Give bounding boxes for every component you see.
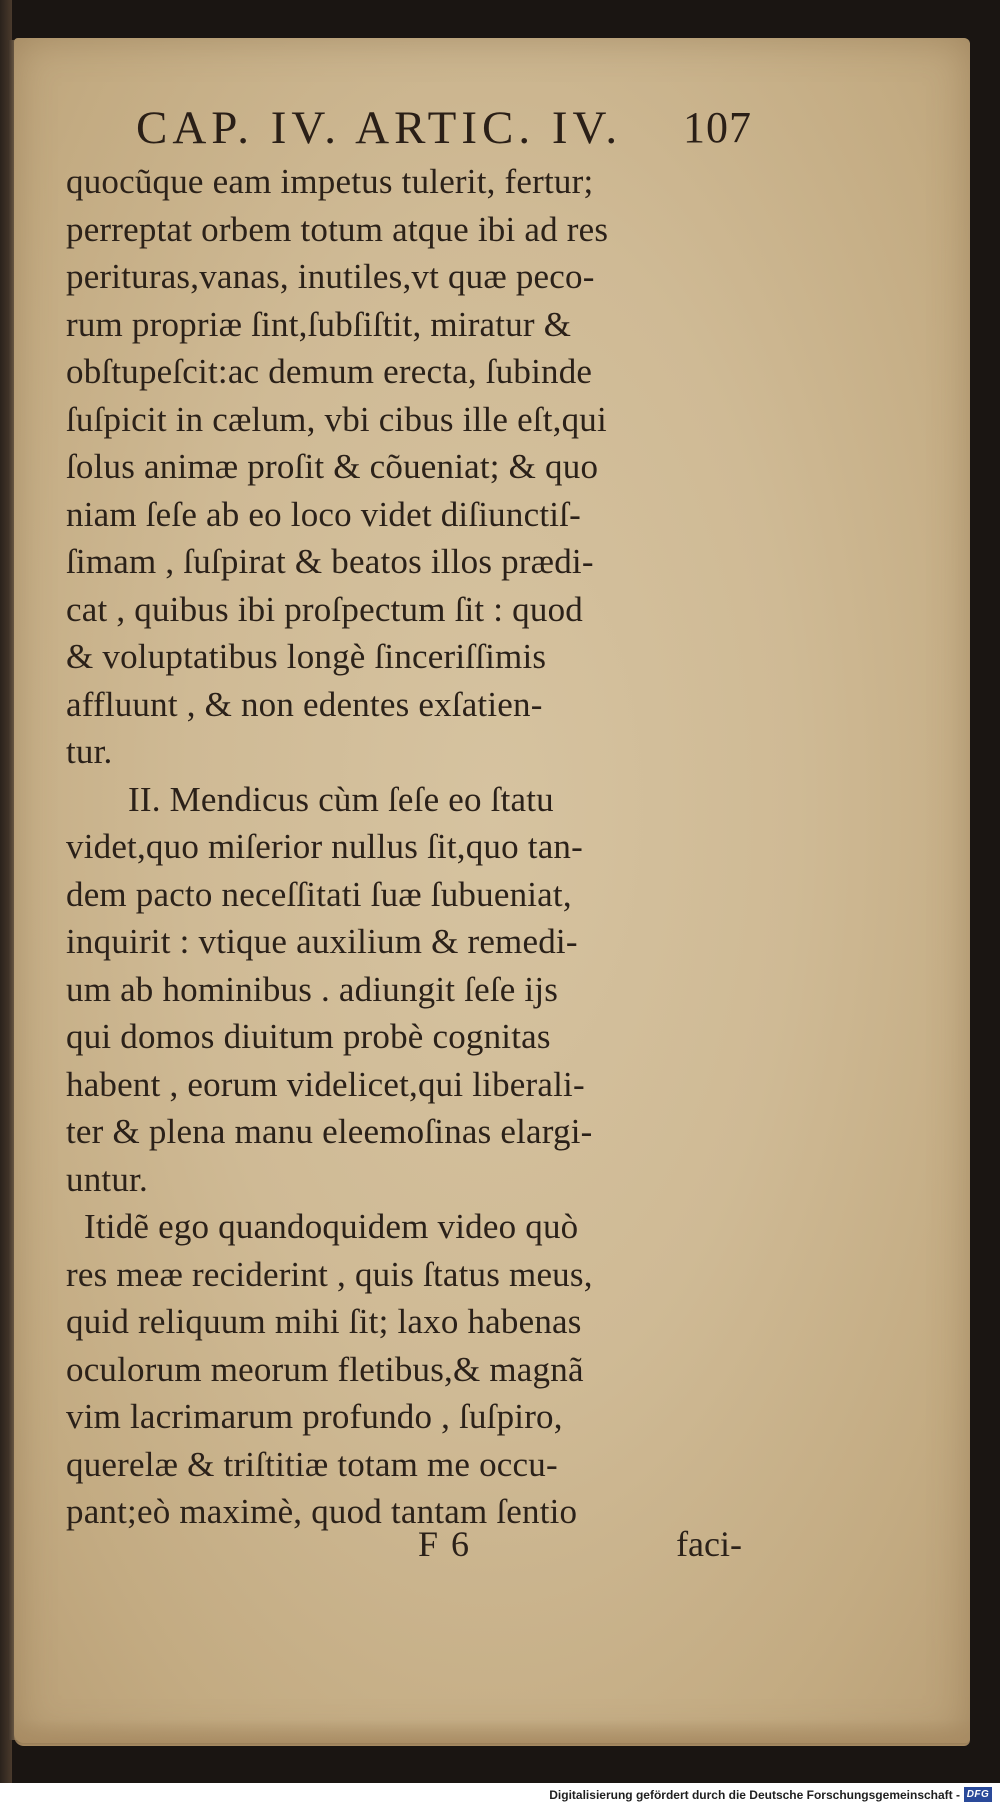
text-line: ſuſpicit in cælum, vbi cibus ille eſt,qui	[66, 399, 607, 439]
text-line: res meæ reciderint , quis ſtatus meus,	[66, 1254, 593, 1294]
text-line: ter & plena manu eleemoſinas elargi-	[66, 1112, 593, 1151]
digitization-credit-bar	[0, 1783, 1000, 1808]
text-line: untur.	[66, 1159, 148, 1199]
page-header	[132, 98, 752, 158]
text-line: qui domos diuitum probè cognitas	[66, 1017, 551, 1056]
text-line: cat , quibus ibi proſpectum ſit : quod	[66, 589, 583, 629]
page-footer	[66, 1516, 754, 1572]
text-line: dem pacto neceſſitati ſuæ ſubueniat,	[66, 874, 572, 914]
text-line: habent , eorum videlicet,qui liberali-	[66, 1064, 585, 1104]
text-line: niam ſeſe ab eo loco videt diſiunctiſ-	[66, 494, 581, 534]
page-number: 107	[683, 103, 752, 152]
catchword: faci-	[676, 1524, 742, 1564]
text-line: videt,quo miſerior nullus ſit,quo tan-	[66, 827, 583, 866]
text-line: oculorum meorum fletibus,& magnã	[66, 1349, 584, 1389]
text-line: perreptat orbem totum atque ibi ad res	[66, 209, 609, 249]
page-bottom-edge	[14, 1720, 970, 1746]
text-line: inquirit : vtique auxilium & remedi-	[66, 922, 578, 961]
text-line: & voluptatibus longè ſinceriſſimis	[66, 637, 547, 676]
text-line: perituras,vanas, inutiles,vt quæ peco-	[66, 257, 595, 296]
text-line: quid reliquum mihi ſit; laxo habenas	[66, 1302, 582, 1341]
page-text	[66, 158, 754, 1536]
text-line: obſtupeſcit:ac demum erecta, ſubinde	[66, 352, 593, 391]
signature-mark: F 6	[418, 1524, 472, 1564]
dfg-logo-icon: DFG	[964, 1787, 992, 1802]
text-line: ſolus animæ proſit & cõueniat; & quo	[66, 447, 599, 486]
text-line: ſimam , ſuſpirat & beatos illos prædi-	[66, 542, 594, 581]
running-head: CAP. IV. ARTIC. IV.	[136, 102, 623, 154]
text-line: pant;eò maximè, quod tantam ſentio	[66, 1492, 578, 1531]
text-line: quocũque eam impetus tulerit, fertur;	[66, 162, 594, 201]
text-line: vim lacrimarum profundo , ſuſpiro,	[66, 1397, 563, 1436]
paragraph-start-line: Itidẽ ego quandoquidem video quò	[84, 1207, 579, 1246]
text-line: tur.	[66, 732, 113, 771]
credit-text: Digitalisierung gefördert durch die Deutsche Forschungsgemeinschaft -	[549, 1788, 960, 1802]
text-line: rum propriæ ſint,ſubſiſtit, miratur &	[66, 304, 572, 344]
text-line: querelæ & triſtitiæ totam me occu-	[66, 1444, 558, 1484]
text-line: um ab hominibus . adiungit ſeſe ijs	[66, 969, 559, 1009]
text-line: affluunt , & non edentes exſatien-	[66, 684, 543, 724]
paragraph-heading-line: II. Mendicus cùm ſeſe eo ſtatu	[128, 779, 554, 819]
